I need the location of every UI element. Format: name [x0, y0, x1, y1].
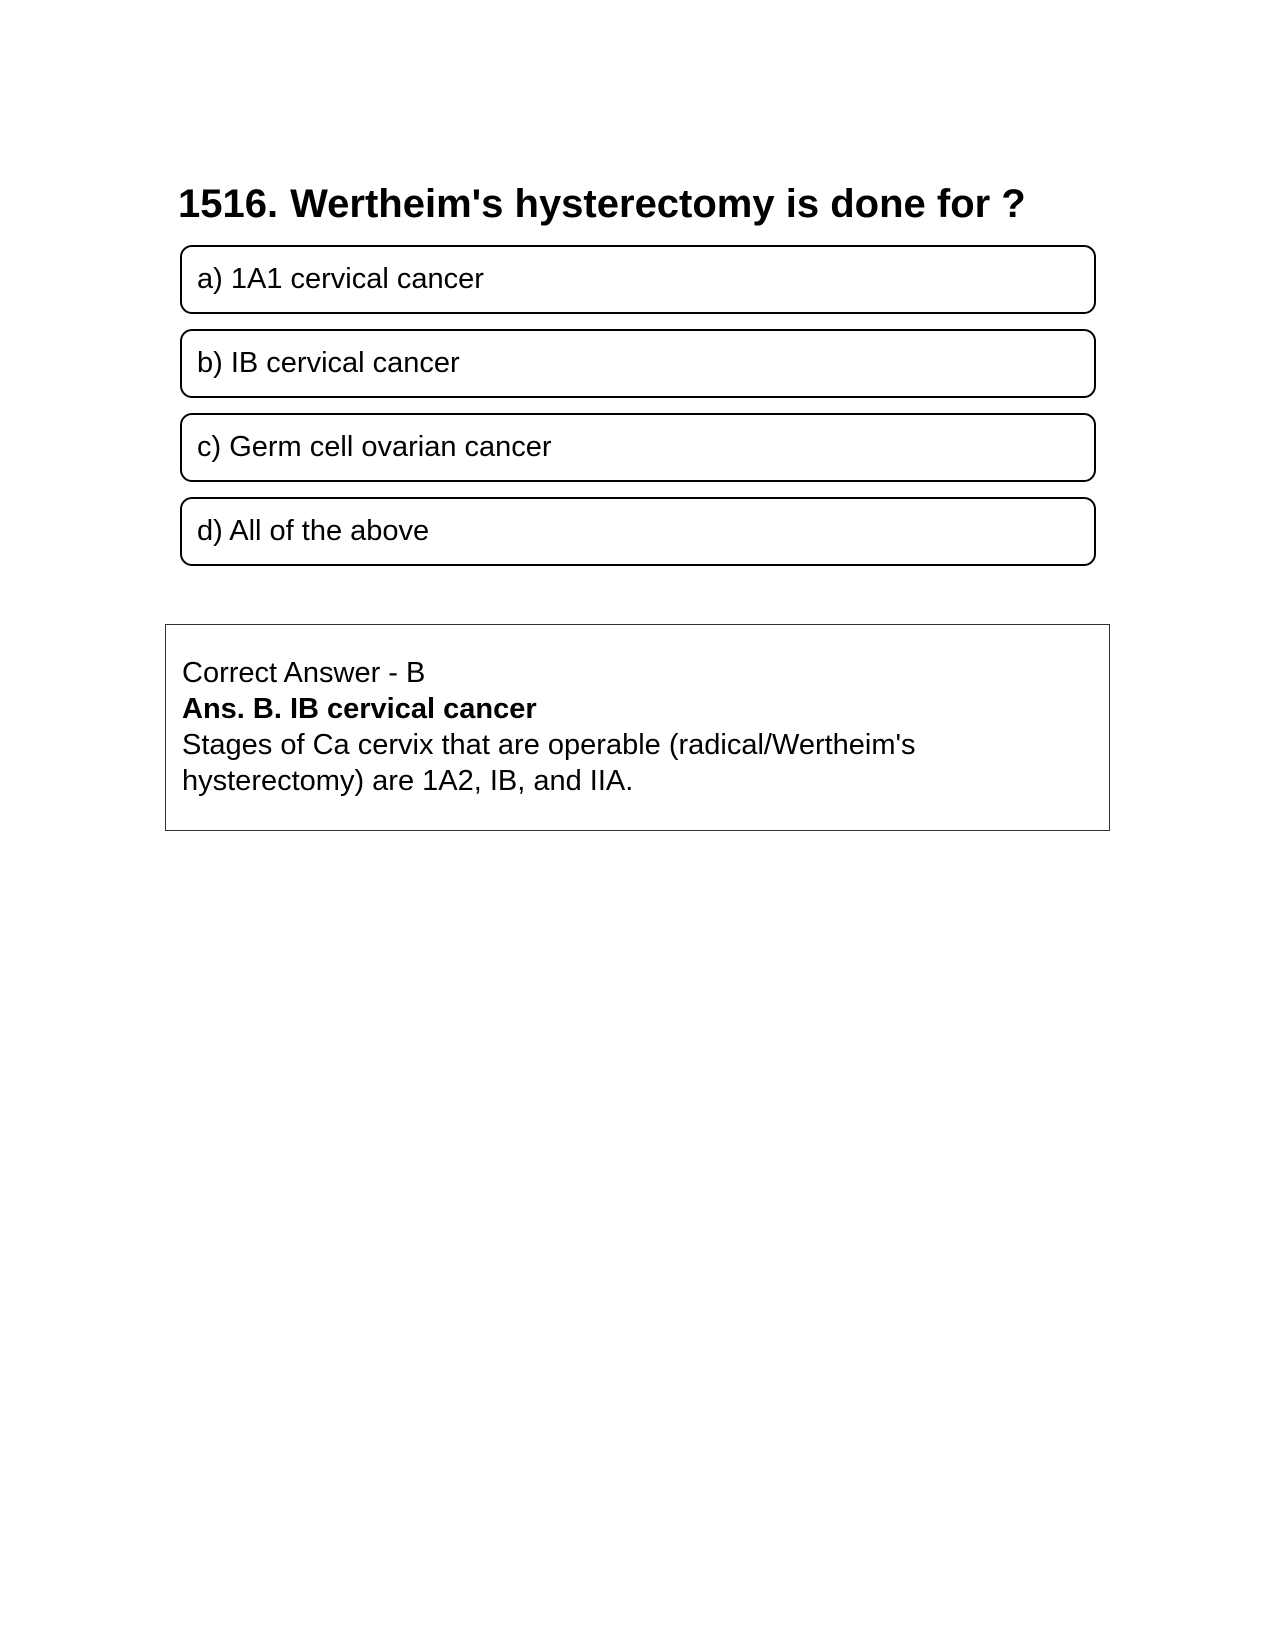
option-a-label: a) 1A1 cervical cancer — [197, 263, 484, 295]
option-d[interactable] — [180, 497, 1096, 566]
option-c-label: c) Germ cell ovarian cancer — [197, 431, 552, 463]
correct-answer-line: Correct Answer - B — [182, 657, 426, 689]
answer-box — [165, 624, 1110, 831]
answer-explanation: Stages of Ca cervix that are operable (radical/Wertheim's hysterectomy) are 1A2, IB, and IIA. — [182, 729, 916, 797]
answer-heading: Ans. B. IB cervical cancer — [182, 693, 537, 725]
option-d-label: d) All of the above — [197, 515, 430, 547]
option-c[interactable] — [180, 413, 1096, 482]
option-a[interactable] — [180, 245, 1096, 314]
option-b[interactable] — [180, 329, 1096, 398]
question-title — [178, 178, 1026, 230]
options-list — [180, 245, 1096, 581]
question-number: 1516. — [178, 182, 279, 226]
option-b-label: b) IB cervical cancer — [197, 347, 460, 379]
question-text: Wertheim's hysterectomy is done for ? — [290, 182, 1026, 226]
